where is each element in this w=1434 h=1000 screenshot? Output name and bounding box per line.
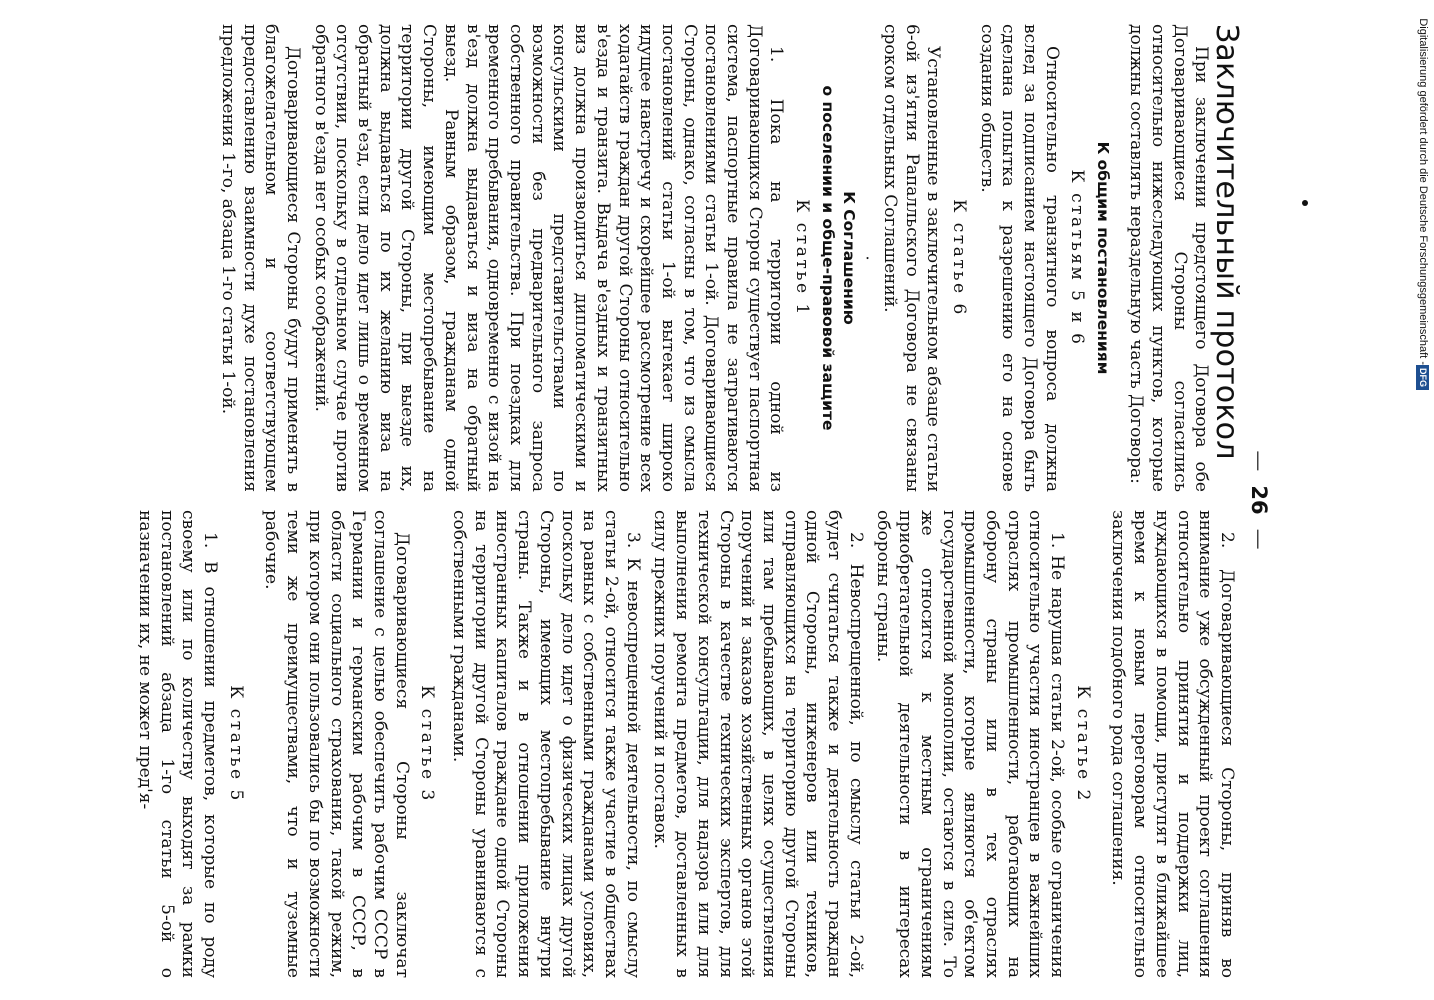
article-2-paragraph-1: 1. Не нарушая статьи 2-ой, особые ограничения относительно участия иностранцев в важнейших отраслях промышленности, работающих на оборону страны или в тех отраслях промышленности, которые являются об'ектом государственной монополии, остаются в силе. То же относится к местным ограничениям приобретательной деятельности в интересах обороны страны.	[873, 510, 1068, 978]
agreement-heading-line-1: К Соглашению	[840, 191, 859, 325]
article-1-paragraph-1: 1. Пока на территории одной из Договаривающихся Сторон существует паспортная система, паспортные правила не затрагиваются постановлениями статьи 1-ой. Договаривающиеся Стороны, однако, согласны в том, что из смысла постановлений статьи 1-ой вытекает широко идущее навстречу и скорейшее рассмотрение всех ходатайств граждан другой Стороны относительно в'езда и транзита. Выдача в'ездных и транзитных виз должна производиться дипломатическими и консульскими представительствами по возможности без предварительного запроса собственного правительства. При поездках для временного пребывания, одновременно с визой на в'езд должна выдаваться и виза на обратный выезд. Равным образом, гражданам одной Стороны, имеющим местопребывание на территории другой Стороны, при выезде их, должна выдаваться по их желанию виза на обратный в'езд, если дело идет лишь о временном отсутствии, поскольку в отдельном случае против обратного в'езда нет особых соображений.	[310, 24, 787, 492]
article-6-text: Установленные в заключительном абзаце статьи 6-ой из'ятия Рапалльского Договора не связаны сроком отдельных Соглашений.	[879, 24, 944, 492]
general-provisions-heading: К общим постановлениям	[1094, 141, 1113, 375]
article-1-paragraph-2: 2. Договаривающиеся Стороны, приняв во внимание уже обсужденный проект соглашения относительно принятия и поддержки лиц, нуждающихся в помощи, приступят в ближайшее время к новым переговорам относительно заключения подобного рода соглашения.	[1108, 510, 1237, 978]
separator-dot: ·	[858, 255, 878, 261]
right-column	[127, 510, 1237, 978]
protocol-title: Заключительный протокол	[1209, 24, 1244, 460]
articles-5-6-text: Относительно транзитного вопроса должна вслед за подписанием настоящего Договора быть сделана попытка к разрешению его на основе создания обществ.	[976, 24, 1062, 492]
article-5-heading: К статье 5	[225, 685, 246, 803]
intro-paragraph: При заключении предстоящего Договора обе Договаривающиеся Стороны согласились относительно нижеследующих пунктов, которые должны составлять нераздельную часть Договора:	[1126, 24, 1212, 492]
article-2-paragraph-3: 3. К невоспрещенной деятельности, по смыслу статьи 2-ой, относится также участие в обществах на равных с собственными гражданами условиях, поскольку дело идет о физических лицах другой Стороны, имеющих местопребывание внутри страны. Также и в отношении приложения иностранных капиталов граждане одной Стороны на территории другой Стороны уравниваются с собственными гражданами.	[449, 510, 643, 978]
article-3-text: Договаривающиеся Стороны заключат соглашение с целью обеспечить рабочим СССР в Германии и германским рабочим в СССР, в области социального страхования, такой режим, при котором они пользовались бы по возможности теми же преимуществами, что и туземные рабочие.	[261, 510, 412, 978]
article-1-paragraph-1-continued: Договаривающиеся Стороны будут применять в благожелательном и соответствующем предоставлению взаимности духе постановления предложения 1-го, абзаца 1-го статьи 1-ой.	[217, 24, 303, 492]
document-page	[95, 0, 1285, 1000]
left-column	[210, 24, 1244, 492]
page-number: 26	[1247, 485, 1271, 515]
digitization-credit	[1414, 4, 1432, 394]
agreement-heading-line-2: о поселении и обще-правовой защите	[819, 85, 838, 431]
article-3-heading: К статье 3	[417, 685, 438, 803]
dfg-logo-icon: DFG	[1417, 365, 1430, 390]
article-6-heading: К статье 6	[948, 199, 969, 317]
article-2-paragraph-2: 2. Невоспрещенной, по смыслу статьи 2-ой, будет считаться также и деятельность граждан одной Стороны, инженеров или техников, отправляющихся на территорию другой Стороны или там пребывающих, в целях осуществления поручений и заказов хозяйственных органов этой Стороны в качестве технических экспертов, для технической консультации, для надзора или для выполнения ремонта предметов, доставленных в силу прежних поручений и поставок.	[650, 510, 866, 978]
article-2-heading: К статье 2	[1072, 685, 1093, 803]
article-5-text: 1. В отношении предметов, которые по роду своему или по количеству выходят за рамки постановлений абзаца 1-го статьи 5-ой о назначении их, не может пред'я-	[134, 510, 221, 978]
articles-5-6-heading: К статьям 5 и 6	[1067, 169, 1088, 347]
digitization-credit-text: Digitalisierung gefördert durch die Deutsche Forschungsgemeinschaft -	[1417, 18, 1429, 365]
page-number-line: —26—	[1247, 450, 1271, 550]
article-1-heading: К статье 1	[792, 199, 813, 317]
scan-speck	[1302, 200, 1308, 206]
